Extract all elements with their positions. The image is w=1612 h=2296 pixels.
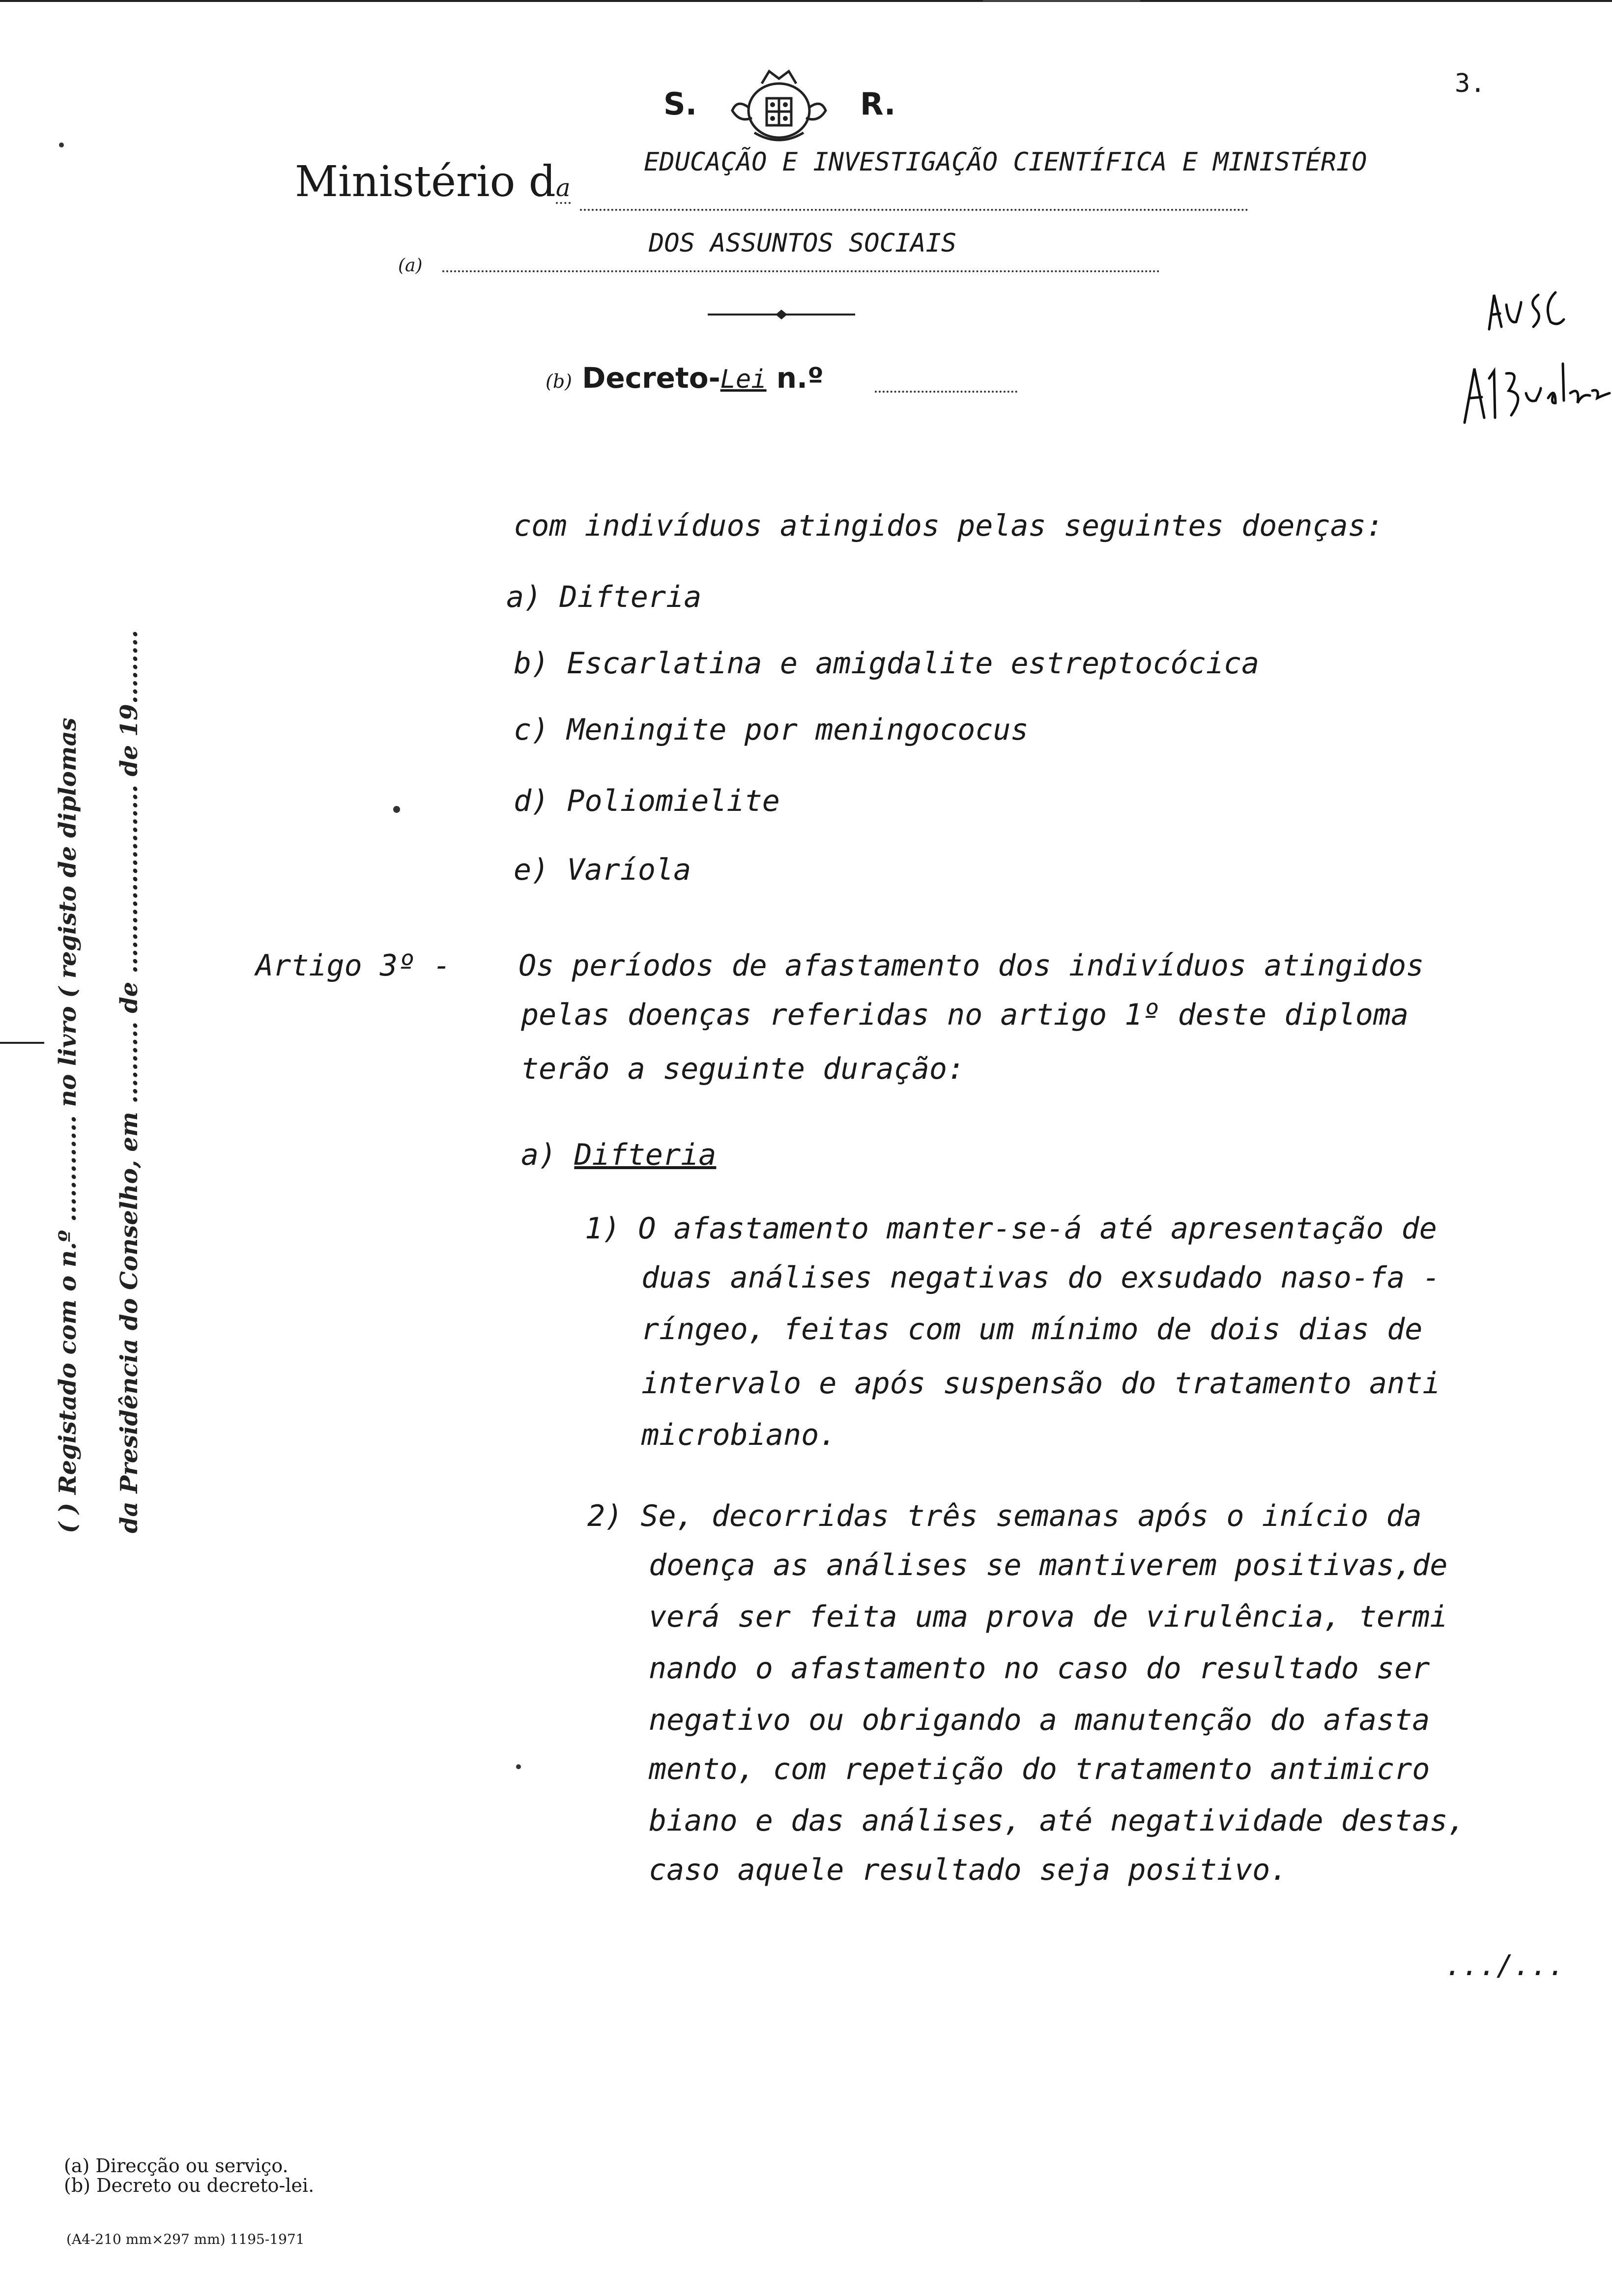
list-item: a) Difteria bbox=[506, 580, 702, 614]
intro-line: com indivíduos atingidos pelas seguintes doenças: bbox=[514, 509, 1384, 543]
scan-speck bbox=[393, 806, 400, 813]
continuation-mark: .../... bbox=[1445, 1949, 1565, 1982]
department-line-2: DOS ASSUNTOS SOCIAIS bbox=[649, 229, 957, 258]
list-item: b) Escarlatina e amigdalite estreptocócica bbox=[514, 646, 1260, 681]
article-line: Os períodos de afastamento dos indivíduos atingidos bbox=[518, 948, 1424, 983]
decree-marker: (b) bbox=[546, 371, 572, 392]
point-2-line: doença as análises se mantiverem positivas,de bbox=[649, 1548, 1448, 1582]
point-2-line: caso aquele resultado seja positivo. bbox=[649, 1853, 1288, 1887]
top-border-line-right bbox=[983, 0, 1140, 1]
divider-ornament-icon bbox=[708, 307, 855, 322]
decree-number-blank bbox=[875, 391, 1017, 393]
point-2-line: mento, com repetição do tratamento antimicro bbox=[649, 1752, 1430, 1786]
list-item: e) Varíola bbox=[514, 853, 691, 887]
point-2-line: verá ser feita uma prova de virulência, termi bbox=[649, 1600, 1448, 1634]
ministry-heading-text: Ministério d bbox=[295, 157, 556, 206]
point-2-line: negativo ou obrigando a manutenção do afasta bbox=[649, 1703, 1430, 1737]
footnote-b: (b) Decreto ou decreto-lei. bbox=[64, 2175, 315, 2196]
letterhead-seal-row bbox=[654, 64, 958, 152]
scan-speck bbox=[516, 1764, 521, 1769]
department-dotted-line-2 bbox=[442, 270, 1160, 272]
scan-speck bbox=[59, 143, 64, 147]
list-item: c) Meningite por meningococus bbox=[514, 713, 1029, 747]
article-label: Artigo 3º - bbox=[256, 948, 451, 983]
registration-side-line-2: da Presidência do Conselho, em .......... de ....................... de 19......... bbox=[115, 630, 143, 1533]
decree-lei: Lei bbox=[720, 365, 767, 394]
decree-suffix: n.º bbox=[766, 361, 824, 395]
subsection-title: Difteria bbox=[574, 1138, 717, 1172]
department-line-1: EDUCAÇÃO E INVESTIGAÇÃO CIENTÍFICA E MINISTÉRIO bbox=[644, 147, 1367, 177]
top-border-line bbox=[0, 0, 1612, 2]
handwritten-signature-icon bbox=[1435, 275, 1612, 432]
subsection-heading bbox=[521, 1138, 716, 1172]
direction-marker: (a) bbox=[398, 256, 423, 276]
margin-mark bbox=[0, 1042, 44, 1044]
point-2-line: 2) Se, decorridas três semanas após o início da bbox=[587, 1499, 1422, 1533]
r-letter: R. bbox=[860, 86, 896, 122]
decree-number-line bbox=[546, 361, 824, 395]
list-item: d) Poliomielite bbox=[514, 784, 780, 818]
article-line: pelas doenças referidas no artigo 1º deste diploma bbox=[521, 998, 1409, 1032]
department-dotted-line-1 bbox=[580, 209, 1248, 211]
point-2-line: nando o afastamento no caso do resultado ser bbox=[649, 1651, 1430, 1686]
footnote-a: (a) Direcção ou serviço. bbox=[64, 2155, 288, 2177]
point-1-line: 1) O afastamento manter-se-á até apresentação de bbox=[585, 1211, 1437, 1246]
point-1-line: duas análises negativas do exsudado naso-fa - bbox=[641, 1261, 1440, 1295]
ministry-heading bbox=[295, 157, 571, 206]
s-letter: S. bbox=[663, 86, 697, 122]
subsection-prefix: a) bbox=[521, 1138, 575, 1172]
page-number: 3. bbox=[1455, 69, 1486, 98]
point-1-line: intervalo e após suspensão do tratamento anti bbox=[641, 1366, 1440, 1401]
point-1-line: ríngeo, feitas com um mínimo de dois dias de bbox=[641, 1312, 1423, 1347]
ministry-heading-suffix: a bbox=[556, 173, 571, 204]
point-2-line: biano e das análises, até negatividade destas, bbox=[649, 1804, 1466, 1838]
registration-side-line-1: ( ) Registado com o n.º ............. no livro ( registo de diplomas bbox=[54, 718, 82, 1533]
form-code: (A4-210 mm×297 mm) 1195-1971 bbox=[66, 2231, 305, 2247]
point-1-line: microbiano. bbox=[641, 1418, 837, 1452]
decree-prefix: Decreto- bbox=[582, 361, 720, 395]
article-line: terão a seguinte duração: bbox=[521, 1052, 965, 1086]
coat-of-arms-seal-icon bbox=[727, 64, 831, 147]
